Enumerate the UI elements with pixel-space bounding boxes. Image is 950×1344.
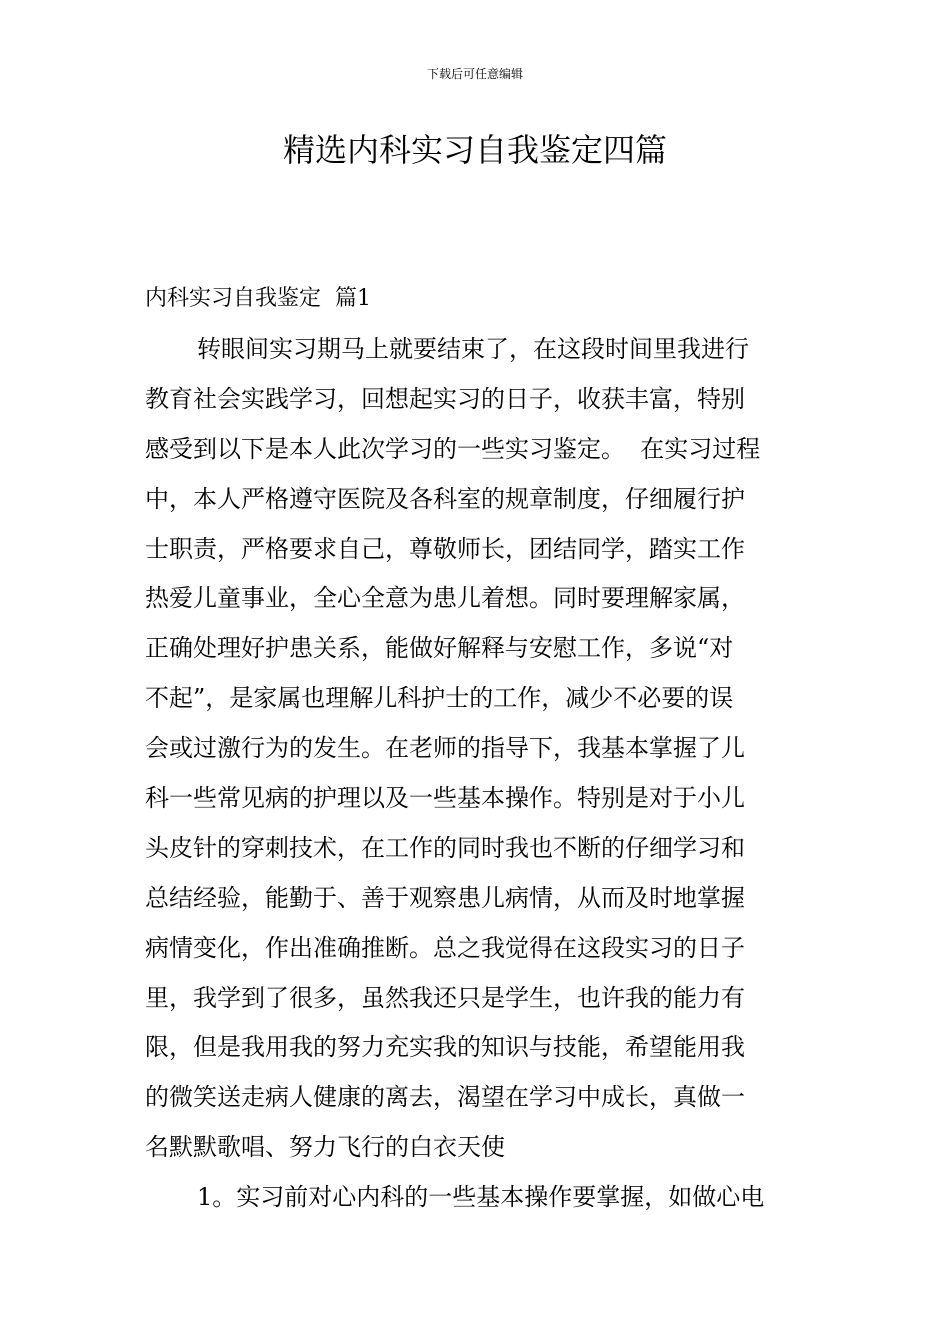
body-text-line: 名默默歌唱、努力飞行的白衣天使 xyxy=(145,1133,505,1162)
body-text-line: 里，我学到了很多，虽然我还只是学生，也许我的能力有 xyxy=(145,983,745,1012)
body-text-line: 会或过激行为的发生。在老师的指导下，我基本掌握了儿 xyxy=(145,734,745,763)
document-title: 精选内科实习自我鉴定四篇 xyxy=(282,131,667,169)
body-text-line: 病情变化，作出准确推断。总之我觉得在这段实习的日子 xyxy=(145,933,745,962)
body-text-line: 科一些常见病的护理以及一些基本操作。特别是对于小儿 xyxy=(145,784,745,813)
body-text-line: 中，本人严格遵守医院及各科室的规章制度，仔细履行护 xyxy=(145,484,745,513)
body-text-line: 感受到以下是本人此次学习的一些实习鉴定。 在实习过程 xyxy=(145,434,761,463)
body-paragraphs xyxy=(145,325,805,1223)
body-text-line: 头皮针的穿刺技术，在工作的同时我也不断的仔细学习和 xyxy=(145,833,745,862)
body-text-line: 转眼间实习期马上就要结束了，在这段时间里我进行 xyxy=(197,335,749,363)
body-text-line: 限，但是我用我的努力充实我的知识与技能，希望能用我 xyxy=(145,1033,745,1062)
body-text-line: 1。实习前对心内科的一些基本操作要掌握，如做心电 xyxy=(197,1183,765,1212)
body-text-line: 热爱儿童事业，全心全意为患儿着想。同时要理解家属， xyxy=(145,584,745,613)
body-text-line: 不起”，是家属也理解儿科护士的工作，减少不必要的误 xyxy=(145,684,734,713)
body-text-line: 的微笑送走病人健康的离去，渴望在学习中成长，真做一 xyxy=(145,1083,745,1112)
body-text-line: 士职责，严格要求自己，尊敬师长，团结同学，踏实工作 xyxy=(145,534,745,563)
body-text-line: 正确处理好护患关系，能做好解释与安慰工作，多说“对 xyxy=(145,634,734,663)
body-text-line: 总结经验，能勤于、善于观察患儿病情，从而及时地掌握 xyxy=(145,883,745,912)
section-heading: 内科实习自我鉴定 篇1 xyxy=(145,286,371,311)
body-text-line: 教育社会实践学习，回想起实习的日子，收获丰富，特别 xyxy=(145,384,745,413)
header-note: 下载后可任意编辑 xyxy=(426,67,523,81)
